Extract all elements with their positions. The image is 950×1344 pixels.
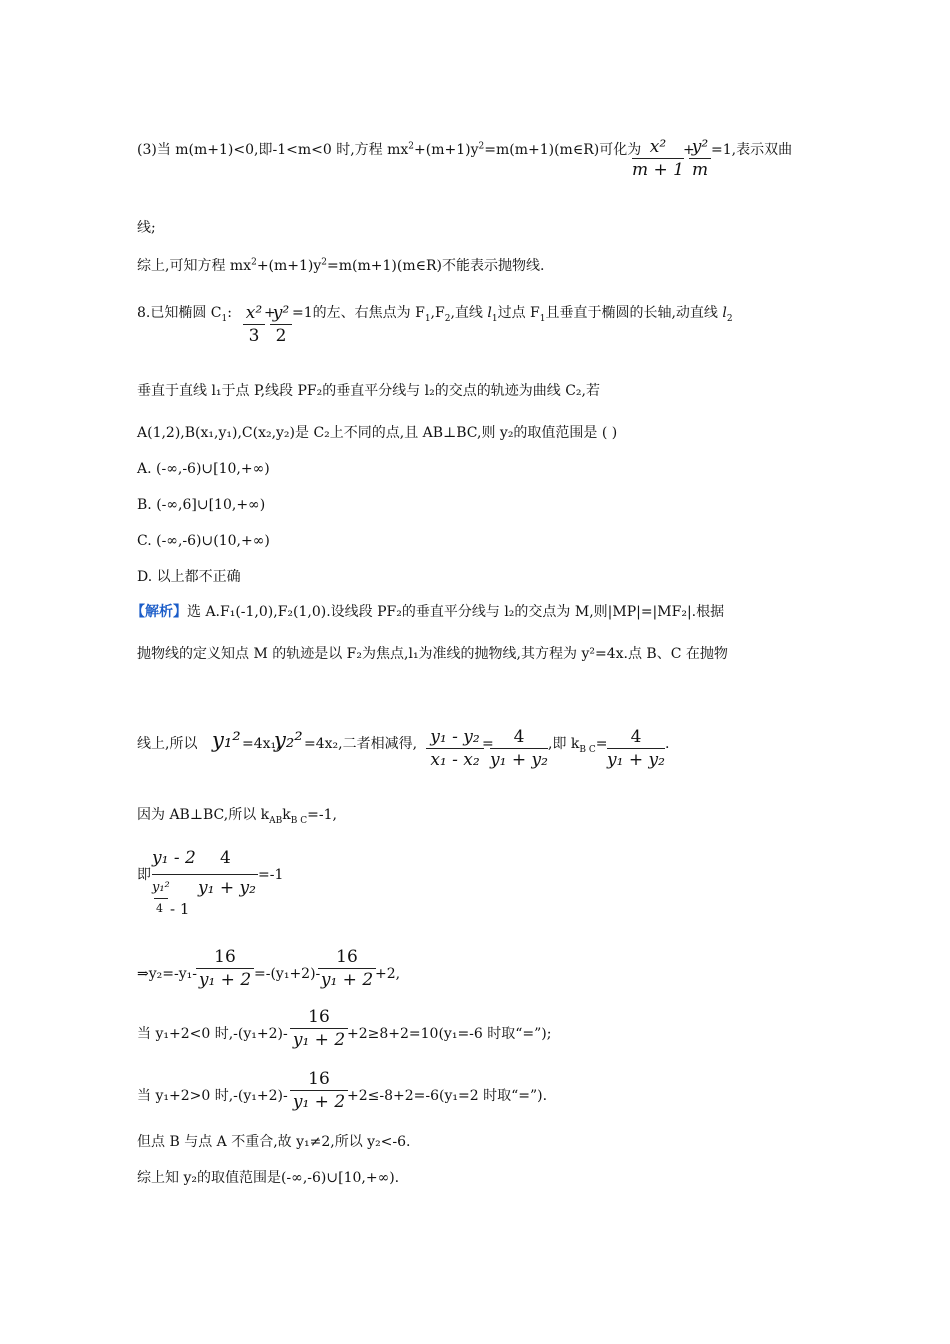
plus-sign: +	[683, 142, 695, 158]
kbc-label	[548, 735, 608, 753]
text: ,直线	[450, 305, 488, 321]
text: =-1	[258, 867, 284, 883]
solution-line1	[131, 603, 724, 621]
option-a: A. (-∞,-6)∪[10,+∞)	[137, 461, 270, 477]
solution-line8: 但点 B 与点 A 不重合,故 y₁≠2,所以 y₂<-6.	[137, 1134, 411, 1150]
solution-line9: 综上知 y₂的取值范围是(-∞,-6)∪[10,+∞).	[137, 1170, 400, 1186]
numerator: 16	[290, 1006, 348, 1029]
denominator: y₁ + 2	[292, 1030, 346, 1050]
numerator: 16	[318, 946, 376, 969]
text: 当 y₁+2>0 时,-(y₁+2)-	[137, 1088, 288, 1104]
text: 过点 F	[497, 305, 540, 321]
denominator: - 1	[170, 900, 190, 918]
numerator: 16	[196, 946, 254, 969]
y1-squared: y₁²	[212, 728, 241, 752]
denominator: x₁ - x₂	[430, 750, 480, 770]
fraction-x2-m1	[632, 136, 684, 181]
denominator: y₁ + y₂	[490, 750, 548, 770]
fraction-4-sum	[490, 726, 548, 771]
numerator: y²	[689, 136, 711, 159]
text: +2,	[375, 966, 401, 982]
fraction-16	[290, 1006, 348, 1051]
solution-tag: 【解析】	[131, 604, 187, 620]
line-part3: (3)当 m(m+1)<0,即-1<m<0 时,方程 $mx^2+(m+1)y^2=m(m+1)(m\in R)$可化为	[137, 141, 642, 158]
option-c: C. (-∞,-6)∪(10,+∞)	[137, 533, 270, 549]
numerator: 4	[490, 726, 548, 749]
denominator: 3	[248, 326, 260, 346]
denominator: y₁ + y₂	[607, 750, 665, 770]
text: ⇒y₂=-y₁-	[137, 966, 197, 982]
solution-line3	[137, 735, 197, 753]
denominator: y₁ + 2	[292, 1092, 346, 1112]
numerator: 16	[290, 1068, 348, 1091]
line-hyperbola: 线;	[137, 220, 156, 236]
text: =	[595, 736, 608, 752]
question-8-line2: 垂直于直线 l₁于点 P,线段 PF₂的垂直平分线与 l₂的交点的轨迹为曲线 C₂,若	[137, 383, 600, 399]
fraction-16	[290, 1068, 348, 1113]
fraction-16	[196, 946, 254, 991]
subscript: B C	[290, 815, 308, 826]
fraction-x2-3	[243, 302, 265, 347]
text: =-1,	[307, 807, 337, 823]
denominator: y₁ + 2	[320, 970, 374, 990]
text: +2≥8+2=10(y₁=-6 时取“=”);	[347, 1026, 552, 1042]
fraction-16	[318, 946, 376, 991]
numerator: 4	[220, 848, 231, 868]
text: ,表示双曲	[731, 142, 793, 158]
question-8-line1: 8.已知椭圆 $C_1$:	[137, 305, 232, 324]
denominator: 2	[275, 326, 287, 346]
numerator: y₁ - y₂	[426, 726, 484, 749]
text: 综上,可知方程 mx	[137, 258, 252, 274]
plus-sign: +	[264, 305, 276, 321]
denominator: y₁ + 2	[198, 970, 252, 990]
text: =-(y₁+2)-	[254, 966, 321, 982]
solution-line4	[137, 806, 337, 824]
question-8-line3: A(1,2),B(x₁,y₁),C(x₂,y₂)是 C₂上不同的点,且 AB⊥BC,则 y₂的取值范围是 ( )	[137, 425, 618, 441]
denominator: m + 1	[632, 160, 684, 180]
text: +(m+1)y	[256, 258, 322, 274]
text: =1	[711, 142, 732, 158]
numerator: x²	[632, 136, 684, 159]
text: ,即 k	[548, 736, 580, 752]
text: 选 A.F₁(-1,0),F₂(1,0).设线段 PF₂的垂直平分线与 l₂的交点为 M,则|MP|=|MF₂|.根据	[187, 604, 725, 620]
text: 的左、右焦点为 F	[312, 305, 425, 321]
numerator: x²	[243, 302, 265, 325]
equals: =	[482, 736, 494, 752]
fraction-kbc	[607, 726, 665, 771]
option-b: B. (-∞,6]∪[10,+∞)	[137, 497, 266, 513]
text: =4x₁,	[242, 736, 281, 752]
text: 8.已知椭圆 C	[137, 305, 222, 321]
text: k	[282, 807, 291, 823]
fraction-y2-m	[689, 136, 711, 181]
denominator: y₁²	[152, 880, 170, 895]
period: .	[665, 736, 670, 752]
text: =m(m+1)(m∈R)可化为	[484, 142, 642, 158]
denominator: y₁ + y₂	[198, 878, 256, 898]
text: 因为 AB⊥BC,所以 k	[137, 807, 270, 823]
text: 且垂直于椭圆的长轴,动直线	[545, 305, 723, 321]
text: 当 y₁+2<0 时,-(y₁+2)-	[137, 1026, 288, 1042]
text: (3)当 m(m+1)<0,即-1<m<0 时,方程 mx	[137, 142, 409, 158]
option-d: D. 以上都不正确	[137, 569, 241, 585]
numerator: y₁ - 2	[152, 848, 196, 868]
subscript: AB	[269, 815, 283, 826]
fraction-y2-2	[270, 302, 292, 347]
subscript: B C	[579, 744, 596, 755]
text: =m(m+1)(m∈R)不能表示抛物线.	[327, 258, 545, 274]
text: 线上,所以	[137, 736, 198, 752]
line-tail	[711, 141, 792, 159]
denominator: 4	[156, 902, 163, 915]
text: =4x₂,二者相减得,	[304, 736, 418, 752]
question-8-line1-tail: =1的左、右焦点为 $F_1,F_2$,直线 $l_1$过点 $F_1$且垂直于椭圆的长轴,动直线 $l_2$	[292, 305, 733, 324]
text: :	[227, 305, 232, 321]
y2-squared: y₂²	[274, 728, 303, 752]
text: ,F	[430, 305, 445, 321]
text: =1	[292, 305, 313, 321]
text: 即	[137, 867, 151, 883]
numerator: y²	[270, 302, 292, 325]
fraction-dy-dx	[426, 726, 484, 771]
line-conclusion: 综上,可知方程 $mx^2+(m+1)y^2=m(m+1)(m\in R)$不能表示抛物线.	[137, 257, 545, 274]
denominator: m	[691, 160, 709, 180]
text: +(m+1)y	[414, 142, 479, 158]
solution-line2: 抛物线的定义知点 M 的轨迹是以 F₂为焦点,l₁为准线的抛物线,其方程为 y²=4x.点 B、C 在抛物	[137, 646, 728, 662]
numerator: 4	[607, 726, 665, 749]
text: +2≤-8+2=-6(y₁=2 时取“=”).	[347, 1088, 548, 1104]
